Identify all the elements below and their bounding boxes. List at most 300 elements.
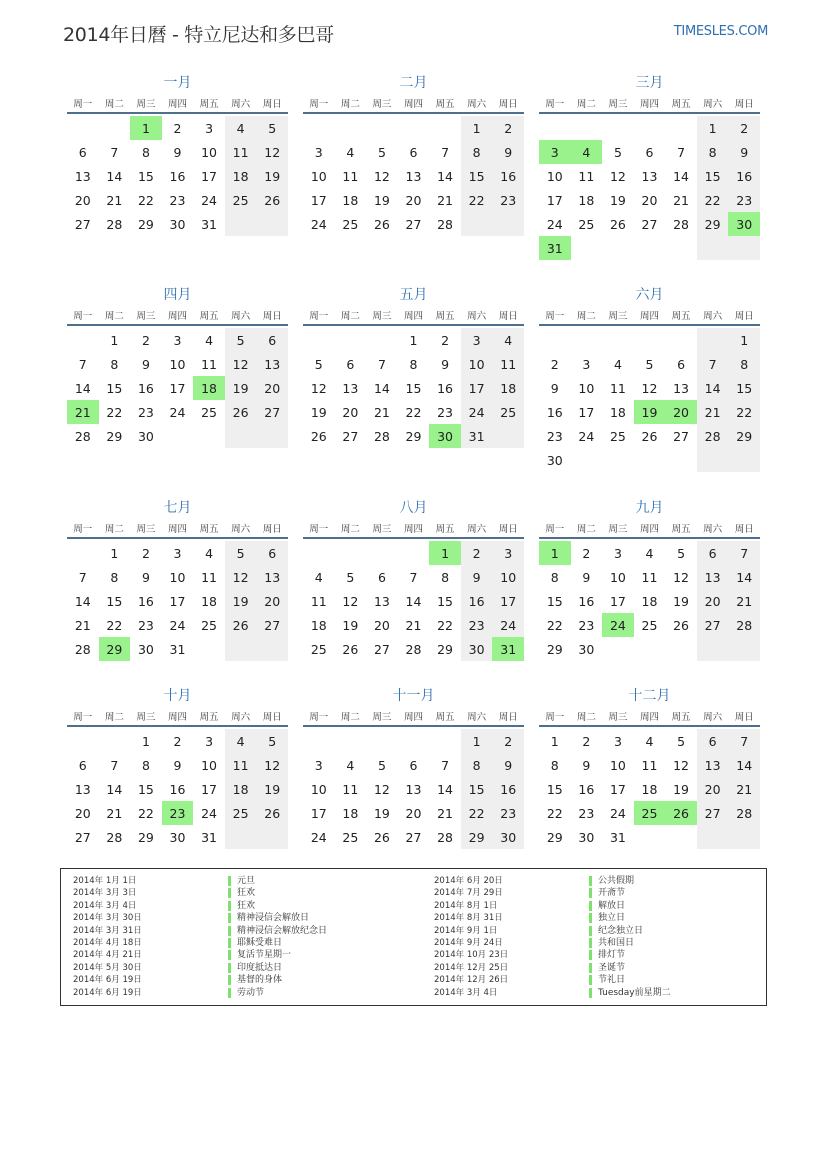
day-cell[interactable]: 3 [205, 120, 214, 136]
day-cell[interactable]: 11 [225, 753, 257, 777]
day-cell[interactable]: 2 [492, 116, 524, 140]
day-cell[interactable]: 28 [373, 428, 390, 444]
holiday-day-cell[interactable]: 31 [492, 637, 524, 661]
day-cell[interactable]: 5 [225, 328, 257, 352]
day-cell[interactable]: 10 [201, 757, 218, 773]
holiday-day-cell[interactable]: 29 [99, 637, 131, 661]
day-cell[interactable]: 5 [314, 356, 323, 372]
day-cell[interactable]: 20 [342, 404, 359, 420]
day-cell[interactable]: 6 [409, 757, 418, 773]
day-cell[interactable]: 17 [546, 192, 563, 208]
day-cell[interactable]: 24 [609, 805, 626, 821]
day-cell[interactable]: 9 [550, 380, 559, 396]
day-cell[interactable]: 26 [373, 829, 390, 845]
day-cell[interactable]: 12 [673, 757, 690, 773]
day-cell[interactable]: 25 [310, 641, 327, 657]
day-cell[interactable]: 18 [342, 805, 359, 821]
day-cell[interactable]: 26 [342, 641, 359, 657]
holiday-day-cell[interactable]: 1 [539, 541, 571, 565]
day-cell[interactable]: 17 [201, 781, 218, 797]
day-cell[interactable]: 15 [461, 164, 493, 188]
day-cell[interactable]: 23 [461, 613, 493, 637]
day-cell[interactable]: 6 [346, 356, 355, 372]
day-cell[interactable]: 14 [74, 593, 91, 609]
day-cell[interactable]: 24 [169, 404, 186, 420]
day-cell[interactable]: 28 [728, 613, 760, 637]
day-cell[interactable]: 1 [110, 332, 119, 348]
day-cell[interactable]: 8 [141, 144, 150, 160]
day-cell[interactable]: 6 [645, 144, 654, 160]
day-cell[interactable]: 2 [492, 729, 524, 753]
day-cell[interactable]: 26 [641, 428, 658, 444]
day-cell[interactable]: 28 [673, 216, 690, 232]
day-cell[interactable]: 15 [137, 168, 154, 184]
day-cell[interactable]: 14 [74, 380, 91, 396]
day-cell[interactable]: 8 [697, 140, 729, 164]
day-cell[interactable]: 7 [677, 144, 686, 160]
day-cell[interactable]: 3 [173, 545, 182, 561]
day-cell[interactable]: 16 [492, 164, 524, 188]
day-cell[interactable]: 1 [550, 733, 559, 749]
day-cell[interactable]: 24 [310, 216, 327, 232]
day-cell[interactable]: 7 [728, 541, 760, 565]
day-cell[interactable]: 5 [377, 144, 386, 160]
day-cell[interactable]: 15 [697, 164, 729, 188]
holiday-day-cell[interactable]: 18 [193, 376, 225, 400]
day-cell[interactable]: 31 [169, 641, 186, 657]
day-cell[interactable]: 17 [169, 593, 186, 609]
day-cell[interactable]: 24 [169, 617, 186, 633]
holiday-day-cell[interactable]: 4 [571, 140, 603, 164]
day-cell[interactable]: 5 [377, 757, 386, 773]
day-cell[interactable]: 3 [314, 757, 323, 773]
day-cell[interactable]: 16 [169, 781, 186, 797]
day-cell[interactable]: 16 [461, 589, 493, 613]
day-cell[interactable]: 29 [461, 825, 493, 849]
day-cell[interactable]: 18 [641, 781, 658, 797]
day-cell[interactable]: 17 [310, 805, 327, 821]
day-cell[interactable]: 20 [256, 589, 288, 613]
day-cell[interactable]: 28 [437, 829, 454, 845]
day-cell[interactable]: 25 [342, 216, 359, 232]
day-cell[interactable]: 11 [225, 140, 257, 164]
day-cell[interactable]: 17 [310, 192, 327, 208]
day-cell[interactable]: 13 [673, 380, 690, 396]
day-cell[interactable]: 18 [225, 777, 257, 801]
day-cell[interactable]: 26 [373, 216, 390, 232]
holiday-day-cell[interactable]: 30 [728, 212, 760, 236]
day-cell[interactable]: 21 [697, 400, 729, 424]
day-cell[interactable]: 4 [205, 332, 214, 348]
day-cell[interactable]: 28 [728, 801, 760, 825]
day-cell[interactable]: 15 [546, 593, 563, 609]
day-cell[interactable]: 4 [645, 545, 654, 561]
day-cell[interactable]: 21 [728, 589, 760, 613]
day-cell[interactable]: 14 [405, 593, 422, 609]
day-cell[interactable]: 31 [461, 424, 493, 448]
day-cell[interactable]: 20 [74, 192, 91, 208]
holiday-day-cell[interactable]: 20 [665, 400, 697, 424]
day-cell[interactable]: 30 [578, 641, 595, 657]
day-cell[interactable]: 19 [673, 593, 690, 609]
day-cell[interactable]: 12 [256, 753, 288, 777]
day-cell[interactable]: 5 [613, 144, 622, 160]
day-cell[interactable]: 17 [609, 593, 626, 609]
day-cell[interactable]: 14 [373, 380, 390, 396]
day-cell[interactable]: 19 [256, 777, 288, 801]
day-cell[interactable]: 4 [205, 545, 214, 561]
day-cell[interactable]: 30 [546, 452, 563, 468]
day-cell[interactable]: 11 [342, 781, 359, 797]
day-cell[interactable]: 14 [697, 376, 729, 400]
day-cell[interactable]: 26 [225, 400, 257, 424]
day-cell[interactable]: 23 [137, 617, 154, 633]
day-cell[interactable]: 2 [728, 116, 760, 140]
day-cell[interactable]: 19 [310, 404, 327, 420]
day-cell[interactable]: 4 [314, 569, 323, 585]
day-cell[interactable]: 27 [697, 613, 729, 637]
day-cell[interactable]: 19 [225, 589, 257, 613]
day-cell[interactable]: 13 [256, 352, 288, 376]
day-cell[interactable]: 24 [492, 613, 524, 637]
day-cell[interactable]: 9 [173, 144, 182, 160]
day-cell[interactable]: 25 [342, 829, 359, 845]
day-cell[interactable]: 5 [677, 733, 686, 749]
day-cell[interactable]: 26 [256, 801, 288, 825]
day-cell[interactable]: 20 [405, 192, 422, 208]
day-cell[interactable]: 2 [441, 332, 450, 348]
day-cell[interactable]: 27 [74, 829, 91, 845]
day-cell[interactable]: 16 [437, 380, 454, 396]
day-cell[interactable]: 15 [546, 781, 563, 797]
day-cell[interactable]: 8 [461, 140, 493, 164]
day-cell[interactable]: 25 [641, 617, 658, 633]
day-cell[interactable]: 9 [461, 565, 493, 589]
day-cell[interactable]: 25 [201, 617, 218, 633]
day-cell[interactable]: 12 [256, 140, 288, 164]
day-cell[interactable]: 25 [578, 216, 595, 232]
day-cell[interactable]: 11 [342, 168, 359, 184]
day-cell[interactable]: 27 [673, 428, 690, 444]
day-cell[interactable]: 16 [728, 164, 760, 188]
day-cell[interactable]: 8 [550, 757, 559, 773]
day-cell[interactable]: 9 [173, 757, 182, 773]
day-cell[interactable]: 21 [373, 404, 390, 420]
day-cell[interactable]: 26 [673, 617, 690, 633]
day-cell[interactable]: 22 [461, 801, 493, 825]
day-cell[interactable]: 9 [441, 356, 450, 372]
day-cell[interactable]: 25 [201, 404, 218, 420]
day-cell[interactable]: 22 [405, 404, 422, 420]
day-cell[interactable]: 12 [609, 168, 626, 184]
day-cell[interactable]: 10 [578, 380, 595, 396]
day-cell[interactable]: 27 [256, 400, 288, 424]
day-cell[interactable]: 17 [461, 376, 493, 400]
day-cell[interactable]: 8 [728, 352, 760, 376]
day-cell[interactable]: 13 [641, 168, 658, 184]
day-cell[interactable]: 3 [613, 545, 622, 561]
day-cell[interactable]: 18 [578, 192, 595, 208]
day-cell[interactable]: 23 [492, 801, 524, 825]
day-cell[interactable]: 22 [106, 617, 123, 633]
day-cell[interactable]: 13 [256, 565, 288, 589]
day-cell[interactable]: 16 [578, 593, 595, 609]
day-cell[interactable]: 11 [492, 352, 524, 376]
day-cell[interactable]: 17 [201, 168, 218, 184]
day-cell[interactable]: 10 [169, 569, 186, 585]
day-cell[interactable]: 6 [256, 328, 288, 352]
day-cell[interactable]: 21 [437, 805, 454, 821]
day-cell[interactable]: 23 [492, 188, 524, 212]
day-cell[interactable]: 11 [578, 168, 595, 184]
day-cell[interactable]: 6 [78, 757, 87, 773]
day-cell[interactable]: 29 [437, 641, 454, 657]
day-cell[interactable]: 30 [492, 825, 524, 849]
day-cell[interactable]: 22 [137, 805, 154, 821]
day-cell[interactable]: 27 [405, 829, 422, 845]
day-cell[interactable]: 3 [205, 733, 214, 749]
day-cell[interactable]: 31 [201, 829, 218, 845]
day-cell[interactable]: 8 [441, 569, 450, 585]
day-cell[interactable]: 8 [110, 569, 119, 585]
day-cell[interactable]: 16 [137, 593, 154, 609]
day-cell[interactable]: 21 [106, 805, 123, 821]
day-cell[interactable]: 1 [141, 733, 150, 749]
day-cell[interactable]: 5 [346, 569, 355, 585]
day-cell[interactable]: 23 [137, 404, 154, 420]
holiday-day-cell[interactable]: 1 [429, 541, 461, 565]
day-cell[interactable]: 12 [310, 380, 327, 396]
day-cell[interactable]: 15 [461, 777, 493, 801]
day-cell[interactable]: 21 [74, 617, 91, 633]
day-cell[interactable]: 28 [106, 216, 123, 232]
day-cell[interactable]: 3 [173, 332, 182, 348]
day-cell[interactable]: 15 [137, 781, 154, 797]
day-cell[interactable]: 24 [461, 400, 493, 424]
day-cell[interactable]: 21 [437, 192, 454, 208]
day-cell[interactable]: 17 [609, 781, 626, 797]
day-cell[interactable]: 12 [342, 593, 359, 609]
day-cell[interactable]: 21 [728, 777, 760, 801]
day-cell[interactable]: 27 [697, 801, 729, 825]
day-cell[interactable]: 22 [437, 617, 454, 633]
day-cell[interactable]: 3 [461, 328, 493, 352]
day-cell[interactable]: 12 [673, 569, 690, 585]
day-cell[interactable]: 14 [728, 565, 760, 589]
day-cell[interactable]: 2 [173, 120, 182, 136]
day-cell[interactable]: 11 [641, 569, 658, 585]
day-cell[interactable]: 30 [169, 216, 186, 232]
day-cell[interactable]: 14 [728, 753, 760, 777]
day-cell[interactable]: 15 [106, 593, 123, 609]
day-cell[interactable]: 12 [225, 352, 257, 376]
day-cell[interactable]: 8 [409, 356, 418, 372]
day-cell[interactable]: 14 [437, 168, 454, 184]
day-cell[interactable]: 8 [110, 356, 119, 372]
day-cell[interactable]: 6 [256, 541, 288, 565]
day-cell[interactable]: 8 [461, 753, 493, 777]
day-cell[interactable]: 18 [492, 376, 524, 400]
day-cell[interactable]: 26 [609, 216, 626, 232]
day-cell[interactable]: 12 [373, 781, 390, 797]
day-cell[interactable]: 14 [673, 168, 690, 184]
holiday-day-cell[interactable]: 23 [162, 801, 194, 825]
day-cell[interactable]: 18 [342, 192, 359, 208]
day-cell[interactable]: 18 [310, 617, 327, 633]
day-cell[interactable]: 19 [342, 617, 359, 633]
day-cell[interactable]: 10 [201, 144, 218, 160]
holiday-day-cell[interactable]: 25 [634, 801, 666, 825]
day-cell[interactable]: 24 [201, 192, 218, 208]
day-cell[interactable]: 3 [582, 356, 591, 372]
day-cell[interactable]: 11 [201, 356, 218, 372]
day-cell[interactable]: 7 [441, 144, 450, 160]
day-cell[interactable]: 11 [641, 757, 658, 773]
day-cell[interactable]: 13 [74, 168, 91, 184]
day-cell[interactable]: 4 [492, 328, 524, 352]
day-cell[interactable]: 20 [74, 805, 91, 821]
day-cell[interactable]: 24 [310, 829, 327, 845]
holiday-day-cell[interactable]: 24 [602, 613, 634, 637]
day-cell[interactable]: 16 [578, 781, 595, 797]
day-cell[interactable]: 16 [546, 404, 563, 420]
day-cell[interactable]: 10 [461, 352, 493, 376]
day-cell[interactable]: 7 [409, 569, 418, 585]
day-cell[interactable]: 22 [546, 617, 563, 633]
day-cell[interactable]: 19 [373, 192, 390, 208]
day-cell[interactable]: 13 [74, 781, 91, 797]
day-cell[interactable]: 1 [697, 116, 729, 140]
day-cell[interactable]: 10 [310, 781, 327, 797]
day-cell[interactable]: 26 [310, 428, 327, 444]
day-cell[interactable]: 1 [461, 116, 493, 140]
day-cell[interactable]: 29 [106, 428, 123, 444]
day-cell[interactable]: 22 [546, 805, 563, 821]
day-cell[interactable]: 14 [106, 781, 123, 797]
day-cell[interactable]: 31 [201, 216, 218, 232]
day-cell[interactable]: 29 [137, 829, 154, 845]
day-cell[interactable]: 7 [78, 356, 87, 372]
day-cell[interactable]: 17 [578, 404, 595, 420]
day-cell[interactable]: 23 [578, 805, 595, 821]
day-cell[interactable]: 6 [377, 569, 386, 585]
day-cell[interactable]: 2 [173, 733, 182, 749]
day-cell[interactable]: 5 [677, 545, 686, 561]
day-cell[interactable]: 26 [225, 613, 257, 637]
day-cell[interactable]: 19 [609, 192, 626, 208]
day-cell[interactable]: 15 [405, 380, 422, 396]
day-cell[interactable]: 22 [137, 192, 154, 208]
day-cell[interactable]: 7 [441, 757, 450, 773]
day-cell[interactable]: 19 [673, 781, 690, 797]
day-cell[interactable]: 7 [728, 729, 760, 753]
day-cell[interactable]: 15 [437, 593, 454, 609]
day-cell[interactable]: 7 [78, 569, 87, 585]
day-cell[interactable]: 6 [697, 541, 729, 565]
day-cell[interactable]: 9 [492, 140, 524, 164]
day-cell[interactable]: 2 [550, 356, 559, 372]
holiday-day-cell[interactable]: 30 [429, 424, 461, 448]
day-cell[interactable]: 13 [405, 168, 422, 184]
day-cell[interactable]: 30 [137, 641, 154, 657]
day-cell[interactable]: 27 [405, 216, 422, 232]
day-cell[interactable]: 26 [256, 188, 288, 212]
day-cell[interactable]: 28 [405, 641, 422, 657]
day-cell[interactable]: 28 [74, 428, 91, 444]
day-cell[interactable]: 29 [405, 428, 422, 444]
day-cell[interactable]: 18 [225, 164, 257, 188]
day-cell[interactable]: 27 [256, 613, 288, 637]
day-cell[interactable]: 24 [546, 216, 563, 232]
day-cell[interactable]: 23 [728, 188, 760, 212]
day-cell[interactable]: 30 [461, 637, 493, 661]
day-cell[interactable]: 12 [225, 565, 257, 589]
day-cell[interactable]: 13 [373, 593, 390, 609]
day-cell[interactable]: 13 [342, 380, 359, 396]
day-cell[interactable]: 11 [201, 569, 218, 585]
day-cell[interactable]: 20 [697, 777, 729, 801]
day-cell[interactable]: 22 [106, 404, 123, 420]
day-cell[interactable]: 2 [141, 332, 150, 348]
day-cell[interactable]: 15 [728, 376, 760, 400]
day-cell[interactable]: 6 [697, 729, 729, 753]
day-cell[interactable]: 8 [141, 757, 150, 773]
day-cell[interactable]: 20 [641, 192, 658, 208]
day-cell[interactable]: 30 [578, 829, 595, 845]
day-cell[interactable]: 19 [373, 805, 390, 821]
holiday-day-cell[interactable]: 19 [634, 400, 666, 424]
day-cell[interactable]: 13 [405, 781, 422, 797]
day-cell[interactable]: 16 [169, 168, 186, 184]
day-cell[interactable]: 1 [728, 328, 760, 352]
day-cell[interactable]: 3 [314, 144, 323, 160]
day-cell[interactable]: 5 [645, 356, 654, 372]
day-cell[interactable]: 29 [546, 829, 563, 845]
day-cell[interactable]: 2 [141, 545, 150, 561]
day-cell[interactable]: 11 [310, 593, 327, 609]
day-cell[interactable]: 20 [256, 376, 288, 400]
day-cell[interactable]: 12 [373, 168, 390, 184]
day-cell[interactable]: 9 [492, 753, 524, 777]
day-cell[interactable]: 18 [201, 593, 218, 609]
day-cell[interactable]: 16 [137, 380, 154, 396]
day-cell[interactable]: 23 [169, 192, 186, 208]
day-cell[interactable]: 2 [461, 541, 493, 565]
day-cell[interactable]: 15 [106, 380, 123, 396]
day-cell[interactable]: 19 [225, 376, 257, 400]
day-cell[interactable]: 22 [461, 188, 493, 212]
day-cell[interactable]: 13 [697, 565, 729, 589]
day-cell[interactable]: 13 [697, 753, 729, 777]
day-cell[interactable]: 14 [106, 168, 123, 184]
day-cell[interactable]: 7 [110, 144, 119, 160]
day-cell[interactable]: 4 [225, 729, 257, 753]
day-cell[interactable]: 3 [492, 541, 524, 565]
day-cell[interactable]: 9 [582, 757, 591, 773]
site-logo[interactable]: TIMESLES.COM [673, 24, 768, 39]
day-cell[interactable]: 22 [697, 188, 729, 212]
day-cell[interactable]: 6 [677, 356, 686, 372]
day-cell[interactable]: 6 [409, 144, 418, 160]
day-cell[interactable]: 17 [169, 380, 186, 396]
day-cell[interactable]: 19 [256, 164, 288, 188]
day-cell[interactable]: 24 [201, 805, 218, 821]
day-cell[interactable]: 25 [225, 188, 257, 212]
day-cell[interactable]: 20 [405, 805, 422, 821]
day-cell[interactable]: 29 [546, 641, 563, 657]
day-cell[interactable]: 18 [641, 593, 658, 609]
day-cell[interactable]: 16 [492, 777, 524, 801]
